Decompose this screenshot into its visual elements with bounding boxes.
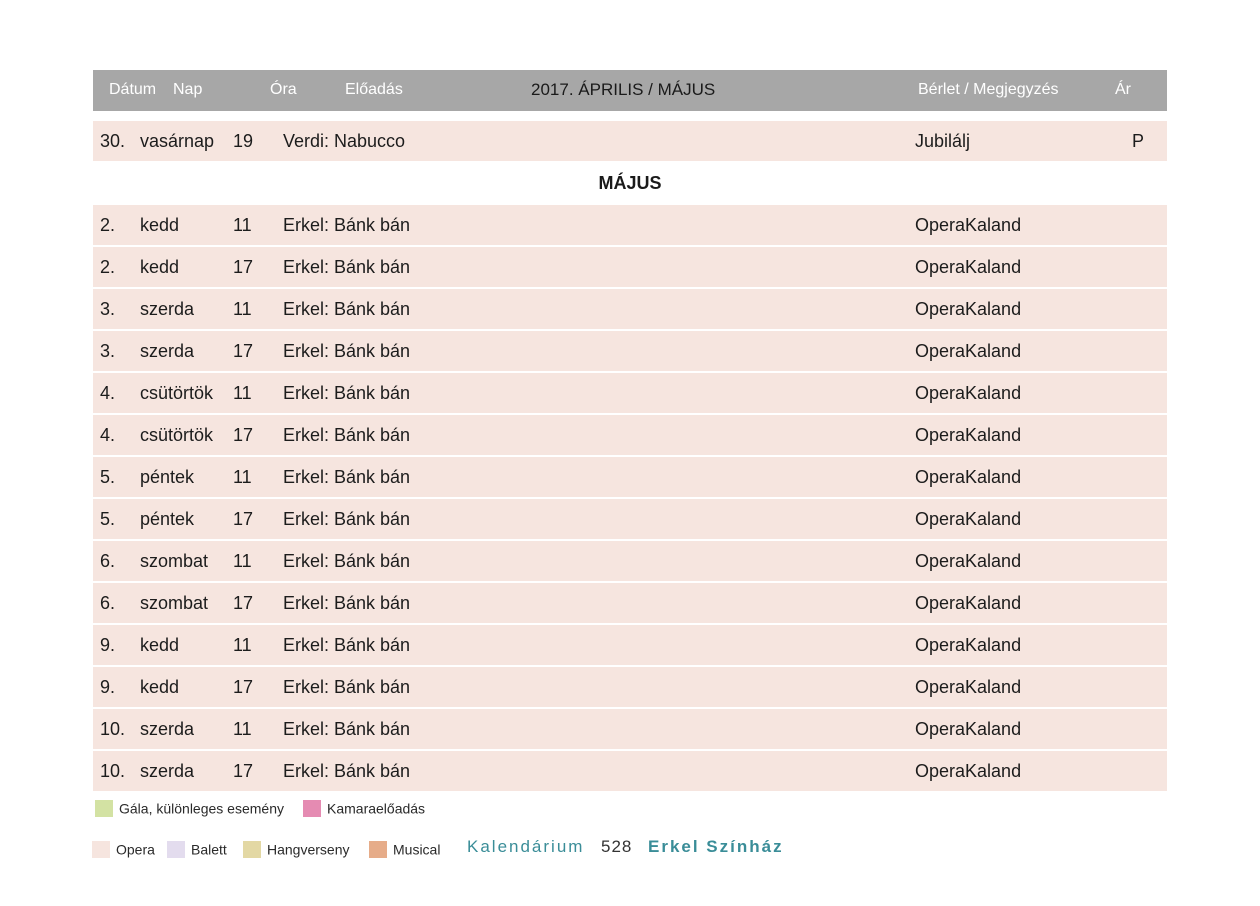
legend-label: Kamaraelőadás: [327, 800, 426, 817]
cell-day: szombat: [140, 551, 209, 571]
header-subscription: Bérlet / Megjegyzés: [918, 81, 1059, 98]
cell-day: kedd: [140, 215, 180, 235]
cell-date: 4.: [100, 425, 116, 445]
table-row: [93, 499, 1167, 539]
cell-hour: 11: [233, 719, 252, 739]
cell-hour: 17: [233, 425, 254, 445]
cell-subscription: OperaKaland: [915, 593, 1022, 613]
page-title: 2017. ÁPRILIS / MÁJUS: [531, 80, 716, 99]
header-show: Előadás: [345, 81, 403, 98]
cell-show: Erkel: Bánk bán: [283, 761, 411, 781]
cell-day: kedd: [140, 257, 180, 277]
cell-day: csütörtök: [140, 425, 214, 445]
cell-hour: 19: [233, 131, 254, 151]
cell-show: Erkel: Bánk bán: [283, 551, 411, 571]
cell-subscription: OperaKaland: [915, 551, 1022, 571]
schedule-sheet: [93, 70, 1167, 793]
table-row: [93, 205, 1167, 245]
cell-hour: 11: [233, 299, 252, 319]
legend-musical: [369, 840, 440, 858]
cell-date: 2.: [100, 215, 116, 235]
cell-day: kedd: [140, 677, 180, 697]
cell-show: Erkel: Bánk bán: [283, 425, 411, 445]
table-row: [93, 373, 1167, 413]
cell-show: Erkel: Bánk bán: [283, 509, 411, 529]
cell-day: szerda: [140, 341, 195, 361]
cell-hour: 17: [233, 677, 254, 697]
legend-swatch: [303, 800, 321, 817]
footer-calendar: Kalendárium: [467, 837, 585, 856]
table-row: [93, 751, 1167, 791]
cell-subscription: OperaKaland: [915, 677, 1022, 697]
cell-date: 6.: [100, 551, 116, 571]
legend-label: Gála, különleges esemény: [119, 800, 284, 817]
cell-date: 4.: [100, 383, 116, 403]
cell-date: 3.: [100, 341, 116, 361]
cell-hour: 11: [233, 383, 252, 403]
cell-subscription: OperaKaland: [915, 761, 1022, 781]
legend-concert: [243, 840, 350, 858]
legend-label: Balett: [191, 841, 227, 858]
cell-day: szerda: [140, 761, 195, 781]
cell-date: 2.: [100, 257, 116, 277]
cell-date: 5.: [100, 509, 116, 529]
legend-label: Opera: [116, 841, 155, 858]
cell-day: szerda: [140, 719, 195, 739]
legend-swatch: [95, 800, 113, 817]
cell-date: 5.: [100, 467, 116, 487]
cell-subscription: OperaKaland: [915, 719, 1022, 739]
legend-swatch: [167, 841, 185, 858]
cell-hour: 17: [233, 761, 254, 781]
legend-gala: [95, 799, 284, 817]
cell-subscription: OperaKaland: [915, 467, 1022, 487]
cell-subscription: OperaKaland: [915, 509, 1022, 529]
cell-show: Erkel: Bánk bán: [283, 467, 411, 487]
cell-day: péntek: [140, 467, 195, 487]
table-row: [93, 415, 1167, 455]
cell-date: 3.: [100, 299, 116, 319]
table-row: [93, 541, 1167, 581]
legend-swatch: [92, 841, 110, 858]
cell-hour: 11: [233, 635, 252, 655]
cell-subscription: OperaKaland: [915, 383, 1022, 403]
schedule-rows: [93, 121, 1167, 791]
table-row: [93, 709, 1167, 749]
cell-hour: 11: [233, 551, 252, 571]
table-row: [93, 121, 1167, 161]
cell-show: Erkel: Bánk bán: [283, 257, 411, 277]
cell-hour: 17: [233, 509, 254, 529]
cell-hour: 11: [233, 215, 252, 235]
legend-swatch: [243, 841, 261, 858]
cell-show: Erkel: Bánk bán: [283, 593, 411, 613]
table-row: [93, 583, 1167, 623]
header-day: Nap: [173, 81, 203, 98]
cell-show: Erkel: Bánk bán: [283, 299, 411, 319]
cell-date: 6.: [100, 593, 116, 613]
cell-hour: 17: [233, 257, 254, 277]
legend-ballet: [167, 840, 227, 858]
cell-day: péntek: [140, 509, 195, 529]
header-date: Dátum: [109, 81, 157, 98]
cell-subscription: Jubilálj: [915, 131, 971, 151]
cell-show: Erkel: Bánk bán: [283, 383, 411, 403]
cell-show: Erkel: Bánk bán: [283, 215, 411, 235]
cell-date: 10.: [100, 719, 126, 739]
table-header: [93, 70, 1167, 111]
cell-day: kedd: [140, 635, 180, 655]
header-hour: Óra: [270, 81, 297, 98]
cell-subscription: OperaKaland: [915, 257, 1022, 277]
cell-show: Erkel: Bánk bán: [283, 719, 411, 739]
cell-hour: 17: [233, 341, 254, 361]
cell-date: 9.: [100, 635, 116, 655]
legend-label: Hangverseny: [267, 841, 350, 858]
cell-subscription: OperaKaland: [915, 299, 1022, 319]
cell-day: vasárnap: [140, 131, 215, 151]
table-row: [93, 667, 1167, 707]
cell-subscription: OperaKaland: [915, 215, 1022, 235]
cell-subscription: OperaKaland: [915, 341, 1022, 361]
cell-subscription: OperaKaland: [915, 635, 1022, 655]
cell-hour: 17: [233, 593, 254, 613]
cell-show: Erkel: Bánk bán: [283, 677, 411, 697]
month-heading: MÁJUS: [598, 173, 662, 193]
cell-day: szerda: [140, 299, 195, 319]
page-number: 528: [601, 837, 633, 856]
table-row: [93, 289, 1167, 329]
cell-date: 9.: [100, 677, 116, 697]
header-price: Ár: [1115, 81, 1131, 98]
table-row: [93, 247, 1167, 287]
legend-swatch: [369, 841, 387, 858]
cell-hour: 11: [233, 467, 252, 487]
cell-price: P: [1132, 131, 1145, 151]
legend-opera: [92, 840, 155, 858]
cell-day: csütörtök: [140, 383, 214, 403]
table-row: [93, 331, 1167, 371]
table-row: [93, 625, 1167, 665]
cell-subscription: OperaKaland: [915, 425, 1022, 445]
cell-show: Erkel: Bánk bán: [283, 341, 411, 361]
cell-day: szombat: [140, 593, 209, 613]
cell-show: Verdi: Nabucco: [283, 131, 406, 151]
cell-date: 10.: [100, 761, 126, 781]
table-row: [93, 457, 1167, 497]
legend-label: Musical: [393, 841, 441, 858]
footer-venue: Erkel Színház: [648, 837, 784, 856]
legend-chamber: [303, 799, 425, 817]
cell-date: 30.: [100, 131, 126, 151]
may-rows: [93, 205, 1167, 791]
cell-show: Erkel: Bánk bán: [283, 635, 411, 655]
